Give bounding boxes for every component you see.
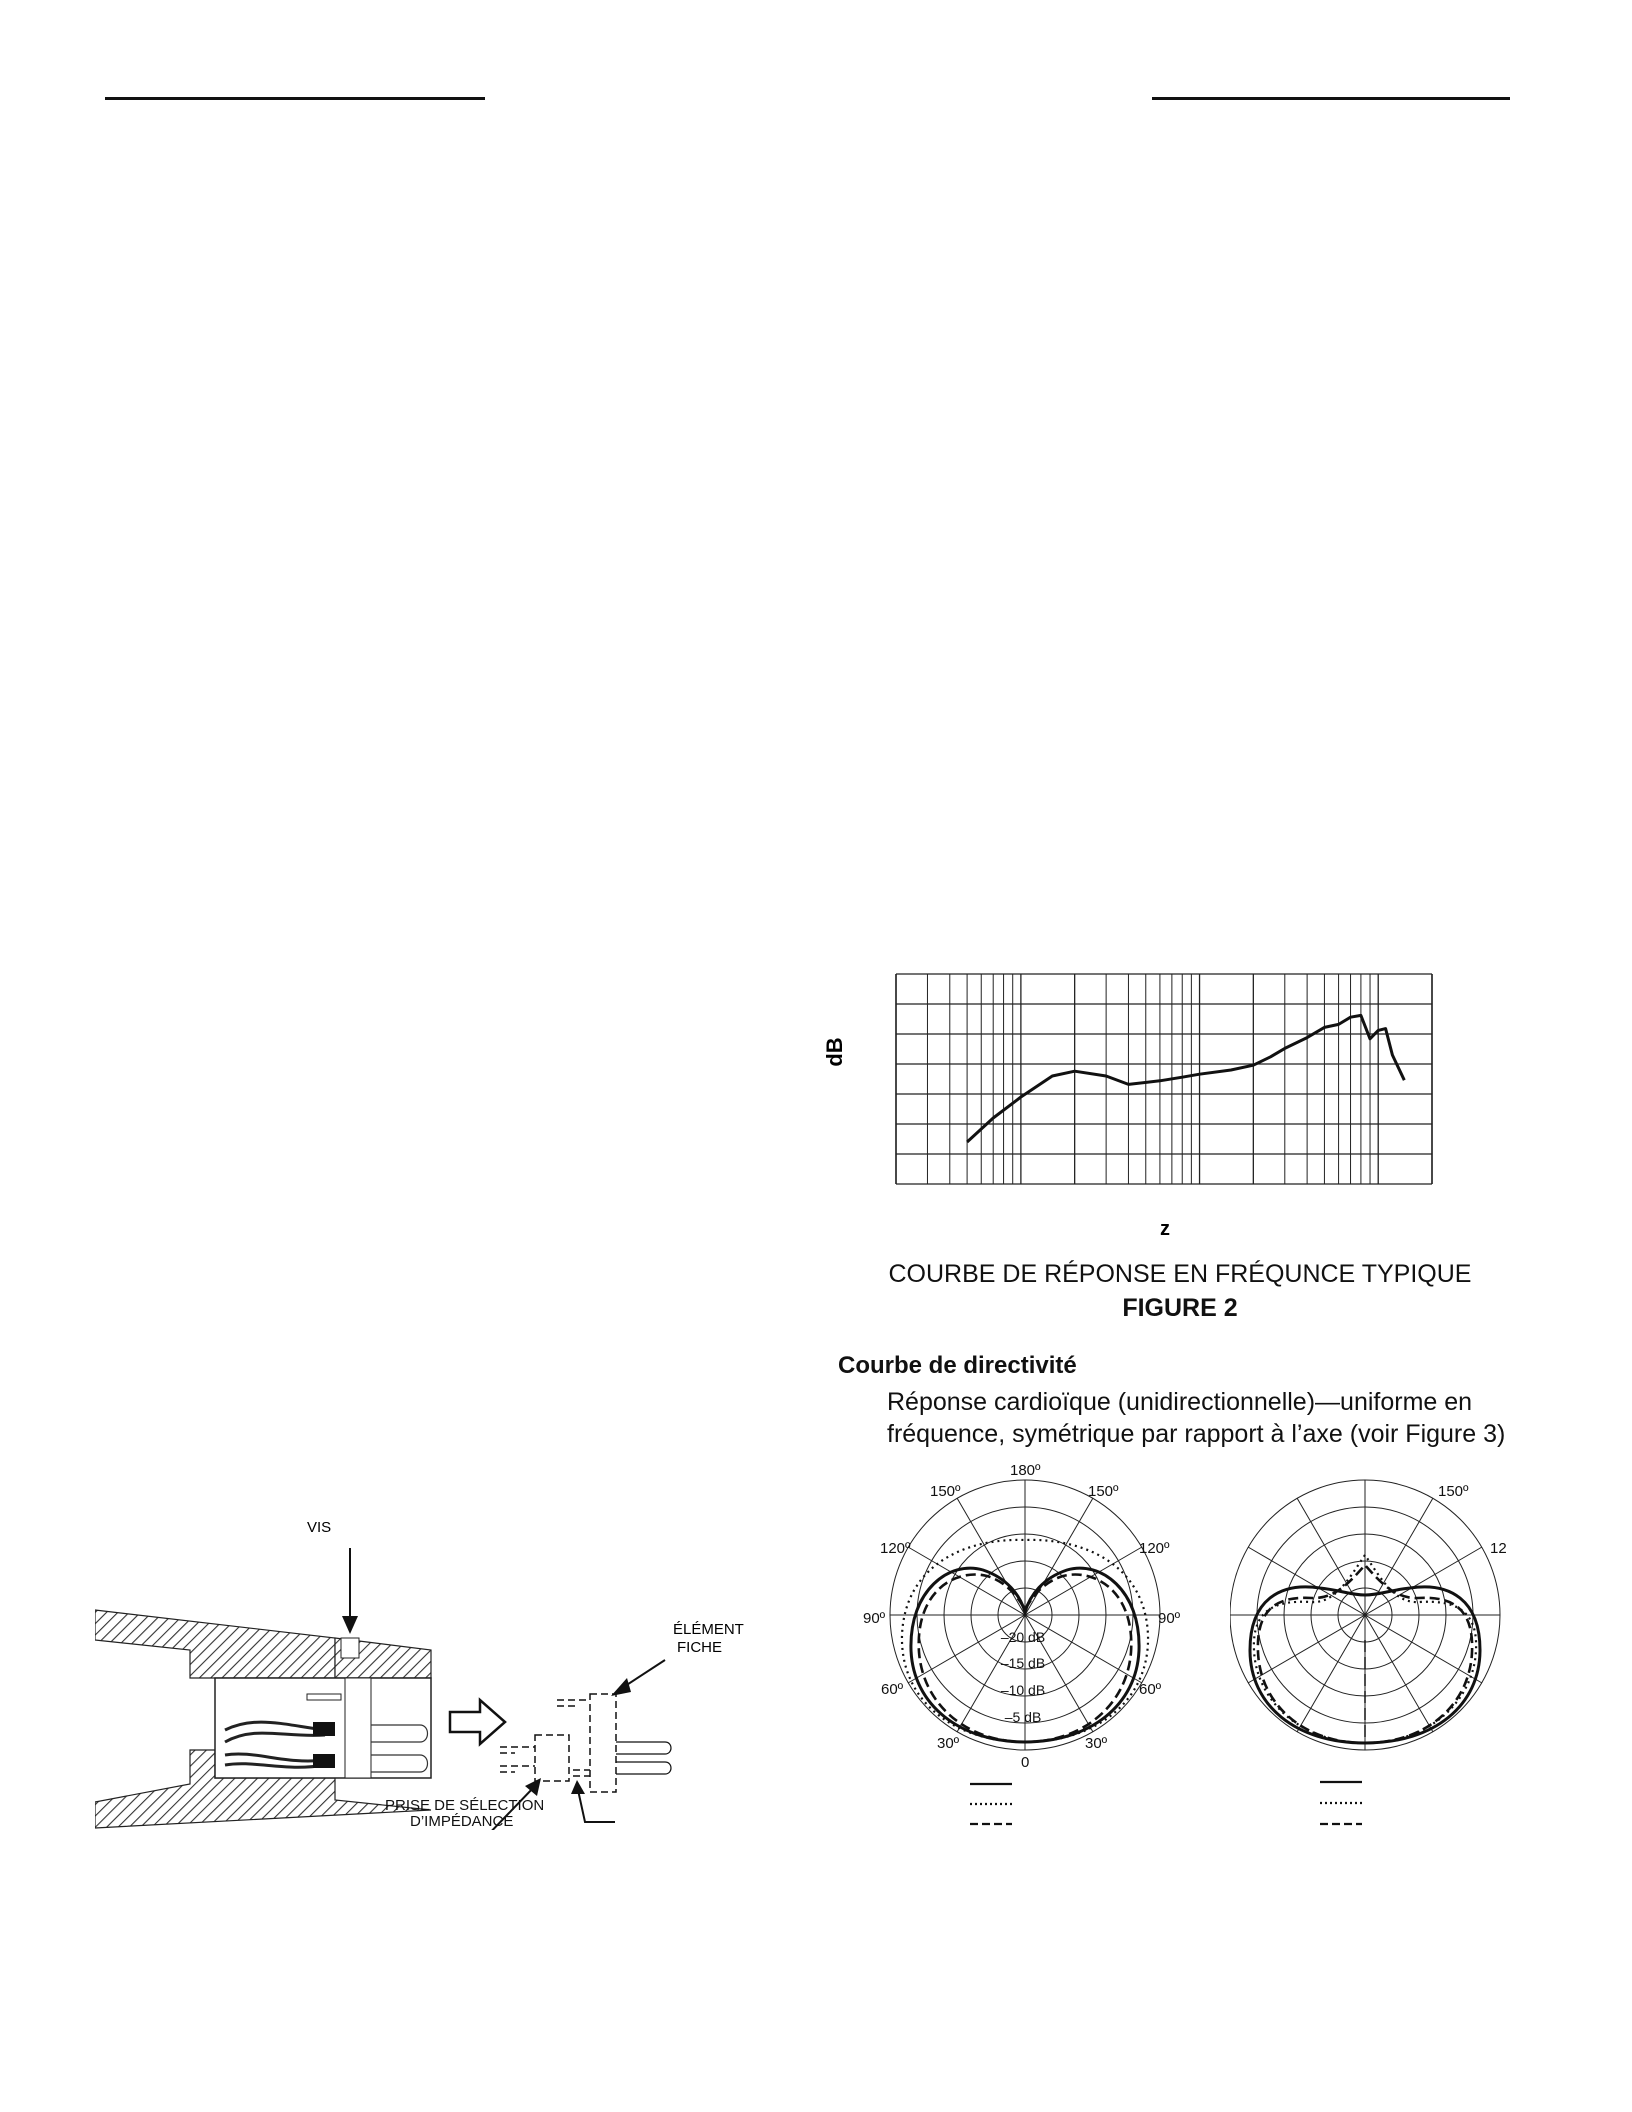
- polar-left-angle-30-r: 30º: [1085, 1735, 1108, 1752]
- polar-left-ring-15: –15 dB: [1000, 1655, 1046, 1671]
- connector-block: [345, 1678, 371, 1778]
- figure2-caption: COURBE DE RÉPONSE EN FRÉQUNCE TYPIQUE: [888, 1260, 1472, 1288]
- directivity-text: [887, 1386, 1547, 1450]
- polar-left-angle-30-l: 30º: [937, 1735, 960, 1752]
- polar-left-angle-150-l: 150º: [930, 1483, 961, 1500]
- polar-left-angle-0: 0: [1021, 1754, 1030, 1771]
- polar-left-angle-120-r: 120º: [1139, 1540, 1170, 1557]
- polar-left-ring-5: –5 dB: [1004, 1709, 1042, 1725]
- polar-left-angle-90-r: 90º: [1158, 1610, 1181, 1627]
- figure2-number: FIGURE 2: [1122, 1294, 1238, 1322]
- polar-left-angle-120-l: 120º: [880, 1540, 911, 1557]
- polar-right-angle-12: 12: [1490, 1540, 1507, 1557]
- label-element-1: ÉLÉMENT: [673, 1621, 744, 1638]
- impedance-selection-diagram: [95, 1510, 785, 1830]
- connector-slot: [307, 1694, 341, 1700]
- frequency-response-chart: [820, 950, 1440, 1250]
- directivity-line-1: Réponse cardioïque (unidirectionnelle)—uniforme en: [887, 1388, 1473, 1416]
- polar-left-angle-60-r: 60º: [1139, 1681, 1162, 1698]
- polar-pattern-right: [1230, 1460, 1632, 1835]
- screw: [341, 1638, 359, 1658]
- polar-left-angle-180: 180º: [1010, 1462, 1041, 1479]
- transition-arrow: [450, 1700, 505, 1744]
- impedance-plug-dashed: [535, 1735, 569, 1781]
- polar-left-angle-150-r: 150º: [1088, 1483, 1119, 1500]
- polar-left-ring-20: –20 dB: [1000, 1629, 1046, 1645]
- directivity-heading: Courbe de directivité: [838, 1352, 1077, 1379]
- chart-xlabel: z: [1160, 1218, 1170, 1240]
- polar-left-angle-60-l: 60º: [881, 1681, 904, 1698]
- label-prise-1: PRISE DE SÉLECTION: [385, 1797, 545, 1814]
- chart-ylabel: dB: [822, 1037, 847, 1067]
- header-rule-right: [1152, 97, 1510, 100]
- polar-pattern-left: [845, 1460, 1185, 1835]
- label-prise-2: D’IMPÉDANCE: [410, 1813, 514, 1830]
- directivity-line-2: fréquence, symétrique par rapport à l’axe (voir Figure 3): [887, 1420, 1506, 1448]
- element-plug-dashed: [590, 1694, 616, 1792]
- handle-body-top: [95, 1610, 335, 1678]
- polar-left-ring-10: –10 dB: [1000, 1682, 1046, 1698]
- label-element-2: FICHE: [677, 1639, 722, 1656]
- label-vis: VIS: [307, 1519, 332, 1536]
- polar-right-angle-150: 150º: [1438, 1483, 1469, 1500]
- header-rule-left: [105, 97, 485, 100]
- polar-left-angle-90-l: 90º: [863, 1610, 886, 1627]
